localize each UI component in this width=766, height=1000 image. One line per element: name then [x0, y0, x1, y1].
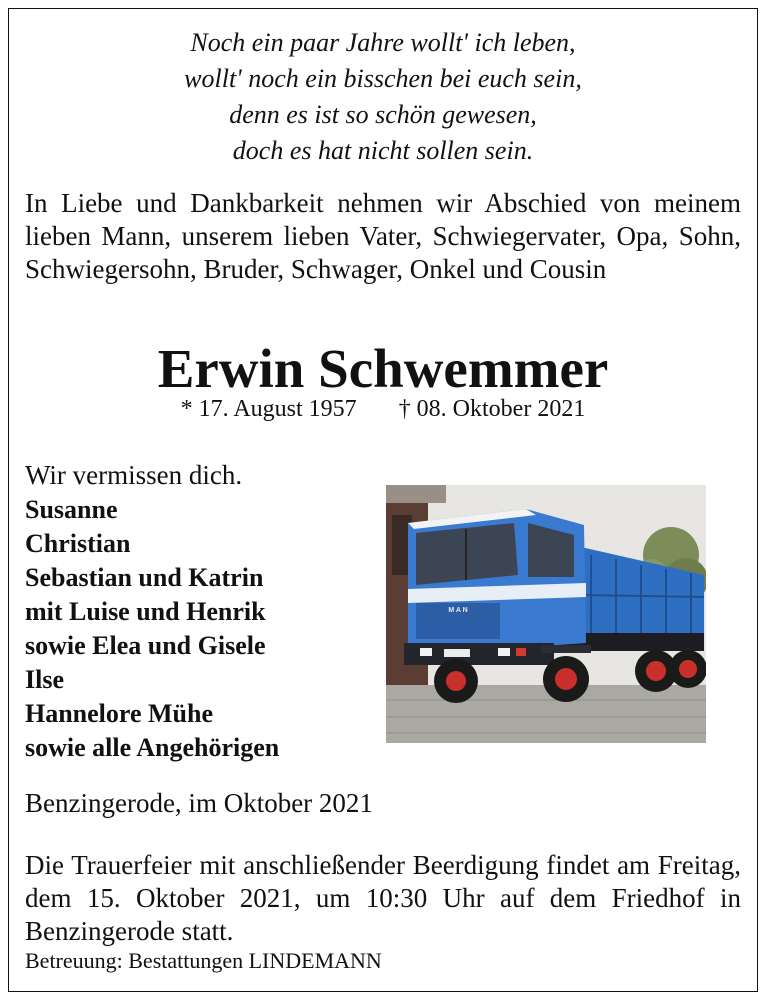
mourner-name: mit Luise und Henrik — [25, 597, 266, 626]
death-date: † 08. Oktober 2021 — [398, 396, 586, 422]
mourner-name: Hannelore Mühe — [25, 699, 214, 728]
mourner-name: Christian — [25, 529, 131, 558]
life-dates — [9, 395, 757, 423]
mourner-name: sowie Elea und Gisele — [25, 631, 266, 660]
mourner-name: sowie alle Angehörigen — [25, 733, 280, 762]
place-and-date: Benzingerode, im Oktober 2021 — [25, 788, 373, 818]
truck-illustration — [386, 485, 706, 743]
poem-line: doch es hat nicht sollen sein. — [232, 136, 534, 165]
truck-brand-logo: M A N — [448, 607, 468, 614]
mourner-name: Sebastian und Katrin — [25, 563, 264, 592]
funeral-home-credit: Betreuung: Bestattungen LINDEMANN — [25, 948, 382, 973]
poem-line: wollt' noch ein bisschen bei euch sein, — [184, 64, 582, 93]
poem-line: Noch ein paar Jahre wollt' ich leben, — [190, 28, 576, 57]
mourner-name: Susanne — [25, 495, 118, 524]
birth-date: * 17. August 1957 — [180, 396, 357, 422]
mourner-name: Ilse — [25, 665, 64, 694]
obituary-notice — [8, 8, 758, 992]
deceased-name: Erwin Schwemmer — [157, 338, 609, 399]
truck-photo — [386, 485, 706, 743]
funeral-details: Die Trauerfeier mit anschließender Beerdigung findet am Freitag, dem 15. Oktober 2021, um 10:30 Uhr auf dem Friedhof in Benzingerode statt. — [25, 850, 741, 946]
missing-you-text: Wir vermissen dich. — [25, 460, 243, 490]
mourners-list — [25, 493, 279, 765]
farewell-text: In Liebe und Dankbarkeit nehmen wir Abschied von meinem lieben Mann, unserem lieben Vater, Schwiegervater, Opa, Sohn, Schwiegersohn, Bruder, Schwager, Onkel und Cousin — [25, 188, 741, 284]
poem-line: denn es ist so schön gewesen, — [229, 100, 537, 129]
memorial-poem — [9, 25, 757, 169]
